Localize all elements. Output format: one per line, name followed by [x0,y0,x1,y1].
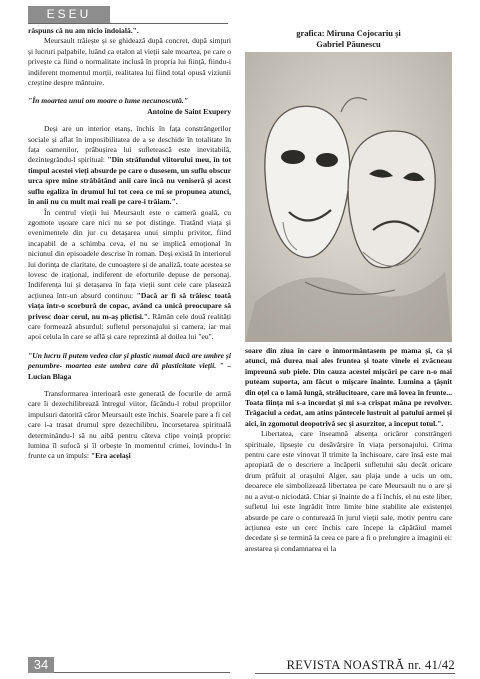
paragraph: soare din ziua în care o înmormântasem pe mama și, ca și atunci, mă durea mai ales fruntea și toate vinele ei zvâcneau împreună sub piele. Din cauza acestei mișcări pe care n-o mai puteam suporta, am făcut o mișcare înainte. Lumina a țâșnit din oțel ca o lamă lungă, strălucitoare, care mă lovea în frunte... Toata ființa mi s-a încordat și mi s-a crispat mâna pe revolver. Trăgaciul a cedat, am atins pântecele lustruit al patului armei și aici, în zgomotul deopotrivă sec și asurzitor, a început totul.". [245,346,452,428]
paragraph: În centrul vieții lui Meursault este o cameră goală, cu zgomote ușoare care nici nu se pot distinge. Tratând viața și evenimentele din jur cu detașarea unui simplu privitor, fiind incapabil de a schimba ceva, el nu se implică emoțional în niciunul din episoadele descrise în roman. Deși există în interiorul lui dorința de claritate, de cunoaștere și de analiză, toate acestea se lovesc de irațional, indiferent de eforturile depuse de personaj. Indiferența lui și detașarea în fața vieții sunt cele care plasează acțiunea într-un absurd continuu: "Dacă ar fi să trăiesc toată viața într-o scorbură de copac, având ca unică preocupare să privesc doar cerul, nu m-aș plictisi.". Rămân cele două realități care formează absurdul: sufletul personajului și camera, iar mai apoi celula în care se află și care reprezintă al doilea lui "eu". [28,207,231,342]
quote: "În moartea unui om moare o lume necunoscută." [28,96,188,106]
section-title: ESEU [46,7,92,21]
header-rule [28,23,228,24]
left-column [28,26,231,652]
masks-illustration [245,52,452,342]
paragraph: Deși are un interior etanș, închis în fața constrângerilor sociale și aflat în imposibilitatea de a se deschide în totalitate în fața oamenilor, prăbușirea lui sufletească este inevitabilă, dezintegrându-l spiritual: "Din străfundul viitorului meu, în tot timpul acestei vieți absurde pe care o dusesem, un suflu obscur urca spre mine străbătând anii care încă nu veniseră și acest suflu egaliza în drumul lui tot ceea ce mi se propunea atunci, în anii nu cu mult mai reali pe care-i trăiam.". [28,124,231,207]
quote-author: Antoine de Saint Exupery [147,106,231,116]
footer-rule [54,672,230,673]
masks-drawing [245,52,452,342]
quote: "Un lucru il putem vedea clar și plastic numai dacă are umbre și penumbre- moartea este umbra care dă plasticitate vieții. " – Lucian Blaga [28,350,231,381]
paragraph: răspuns că nu am nicio îndoială.". [28,26,139,35]
paragraph: Transformarea interioară este generată de focurile de armă care îi dezechilibrează întregul viitor, făcându-l robul propriilor impulsuri datorită căror Meursault este închis. Soarele pare a fi cel care i-a trasat drumul spre dezechilibru, încorsetarea spirituală determinându-l să nu aibă pentru câteva clipe voință proprie: lumina îl sufocă și îl orbește în momentul crimei, lovindu-l în frunte ca un impuls: "Era același [28,389,231,461]
section-tab [28,6,110,23]
paragraph: Meursault trăiește și se ghidează după concret, după simțuri și lucruri palpabile, luând ca etalon al vieții sale moartea, pe care o privește ca fiind o normalitate inclusă în propria lui ființă, fiindu-i indiferent momentul morții, realitatea lui fiind total opusă viziunii creștine despre mântuire. [28,36,231,88]
illustration-credit: grafica: Miruna Cojocariu și Gabriel Păunescu [296,28,401,49]
right-column [245,346,452,654]
paragraph: Libertatea, care înseamnă absența oricăror constrângeri spirituale, lipsește cu desăvârșire în viața personajului. Crima pentru care este vinovat îl trimite la închisoare, care însă este mai apropiată de o descriere a încăperii sufletului său decât oricare drum prăfuit al orașului Alger, sau plaja unde a ucis un om, deoarece ele simbolizează libertatea pe care Meursault nu o are și nu a avut-o niciodată. Chiar și înainte de a fi închis, el nu este liber, sufletul lui este îngrădit între limite bine stabilite ale existenței absurde pe care o conturează în jurul vieții sale, motiv pentru care acțiunea este un cerc închis care începe la căpătâiul mamei decedate și se termină la ceea ce pare a fi o prelungire a imaginii ei: arestarea și condamnarea ei la [245,429,452,553]
page-number: 34 [28,657,54,673]
magazine-title: REVISTA NOASTRĂ nr. 41/42 [255,658,455,674]
